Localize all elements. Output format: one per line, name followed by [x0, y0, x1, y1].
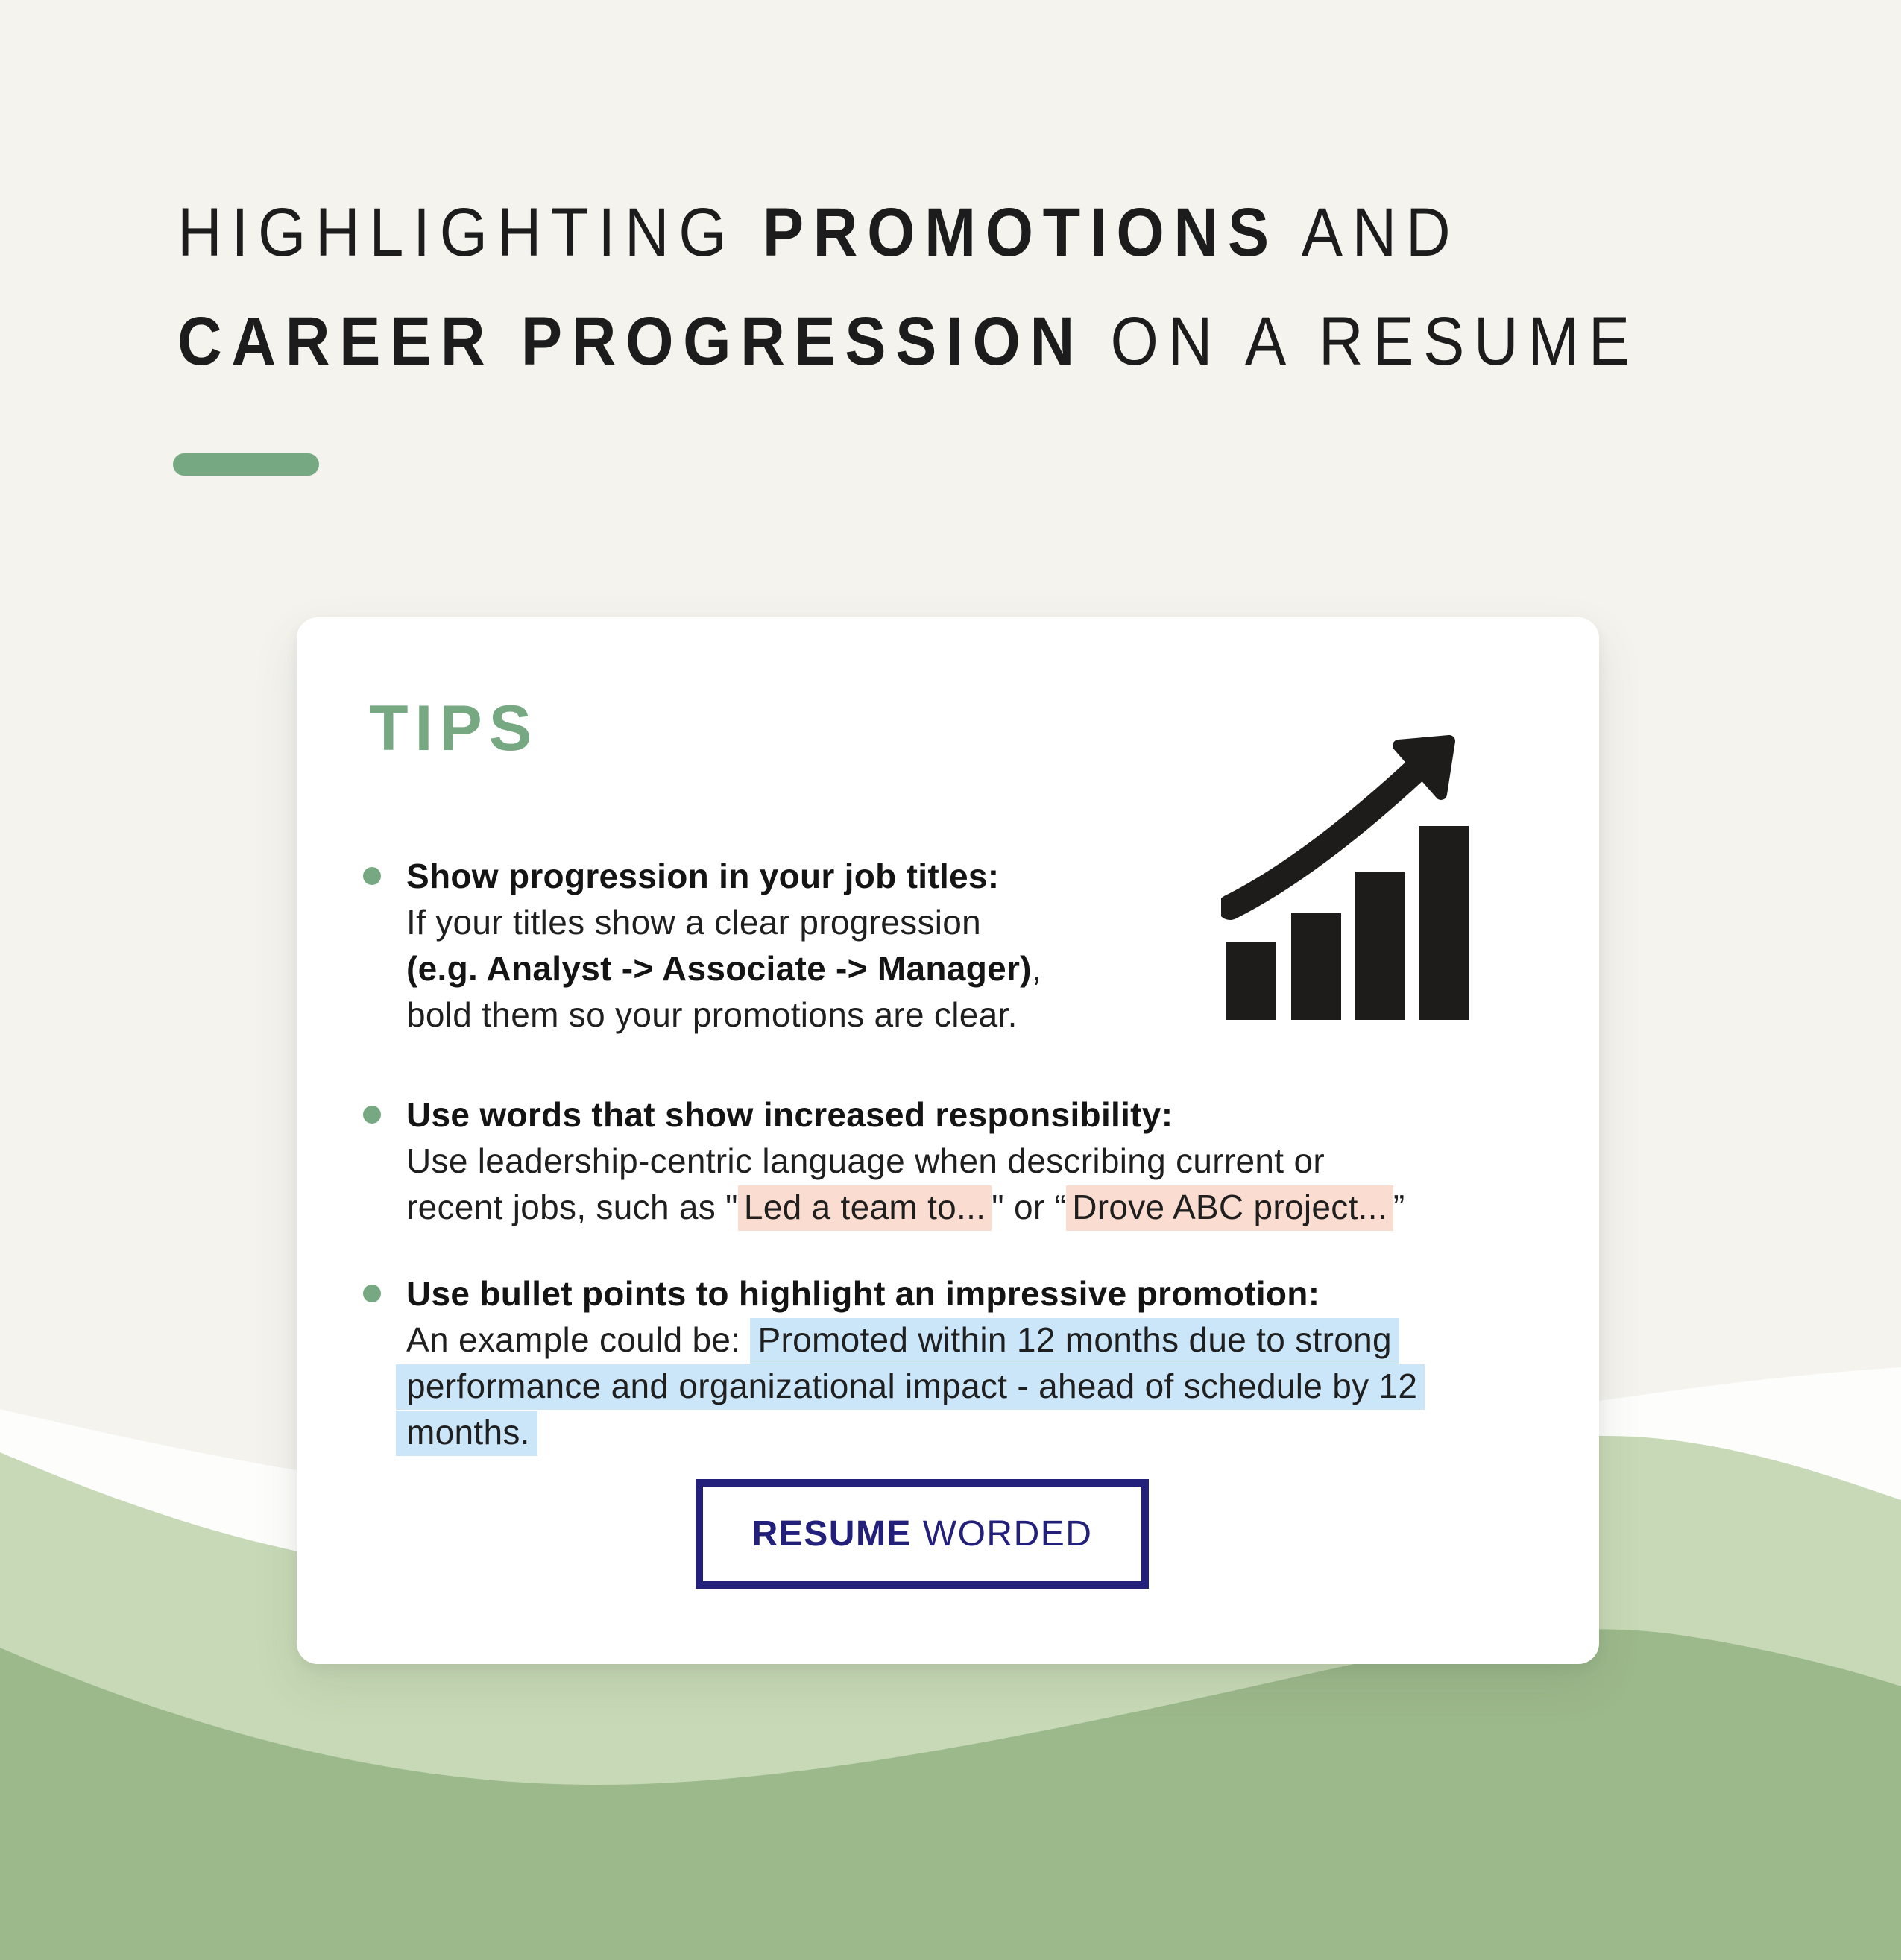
blue-highlight-months: months.	[396, 1411, 537, 1456]
tips-card	[297, 617, 1599, 1664]
text-segment: ,	[1031, 949, 1041, 988]
text-segment: recent jobs, such as "	[406, 1188, 738, 1226]
tip-2-text-line	[406, 1184, 1569, 1230]
page-title-line-1	[177, 195, 1460, 271]
tip-1-heading: Show progression in your job titles:	[406, 857, 1000, 895]
bullet-dot	[363, 1285, 381, 1302]
title-light-segment: HIGHLIGHTING	[177, 195, 763, 271]
tip-1-text-line: If your titles show a clear progression	[406, 903, 982, 942]
bold-example-path: (e.g. Analyst -> Associate -> Manager)	[406, 949, 1032, 988]
text-segment: " or “	[992, 1188, 1067, 1226]
title-bold-career-progression: CAREER PROGRESSION	[177, 303, 1084, 379]
blue-highlight-performance: performance and organizational impact - ahead of schedule by 12	[396, 1364, 1425, 1410]
pink-highlight-drove-abc: Drove ABC project...	[1066, 1185, 1393, 1231]
bullet-dot	[363, 1106, 381, 1124]
tips-heading: TIPS	[369, 693, 539, 764]
title-light-segment: ON A RESUME	[1083, 303, 1639, 379]
title-bold-promotions: PROMOTIONS	[762, 195, 1279, 271]
tip-3-text-line	[406, 1363, 1569, 1409]
tip-item-2	[406, 1091, 1569, 1230]
resume-worded-logo	[696, 1479, 1149, 1589]
tip-1-text-line: bold them so your promotions are clear.	[406, 995, 1018, 1034]
text-segment: An example could be:	[406, 1320, 751, 1359]
tip-2-text-line: Use leadership-centric language when describing current or	[406, 1141, 1325, 1180]
text-segment: ”	[1393, 1188, 1405, 1226]
tip-3-text-line	[406, 1317, 1569, 1363]
logo-light-worded: WORDED	[911, 1514, 1093, 1554]
tip-item-1	[406, 853, 1569, 1038]
pink-highlight-led-a-team: Led a team to...	[738, 1185, 992, 1231]
tip-3-heading: Use bullet points to highlight an impressive promotion:	[406, 1274, 1320, 1313]
blue-highlight-promoted: Promoted within 12 months due to strong	[750, 1318, 1399, 1364]
logo-bold-resume: RESUME	[751, 1514, 912, 1554]
tip-1-text-line	[406, 945, 1569, 992]
page-title-line-2	[177, 303, 1639, 379]
title-light-segment: AND	[1278, 195, 1460, 271]
tip-item-3	[406, 1270, 1569, 1455]
tip-3-text-line	[406, 1409, 1569, 1455]
bullet-dot	[363, 867, 381, 885]
title-accent-dash	[173, 453, 319, 476]
tip-2-heading: Use words that show increased responsibility:	[406, 1095, 1173, 1134]
